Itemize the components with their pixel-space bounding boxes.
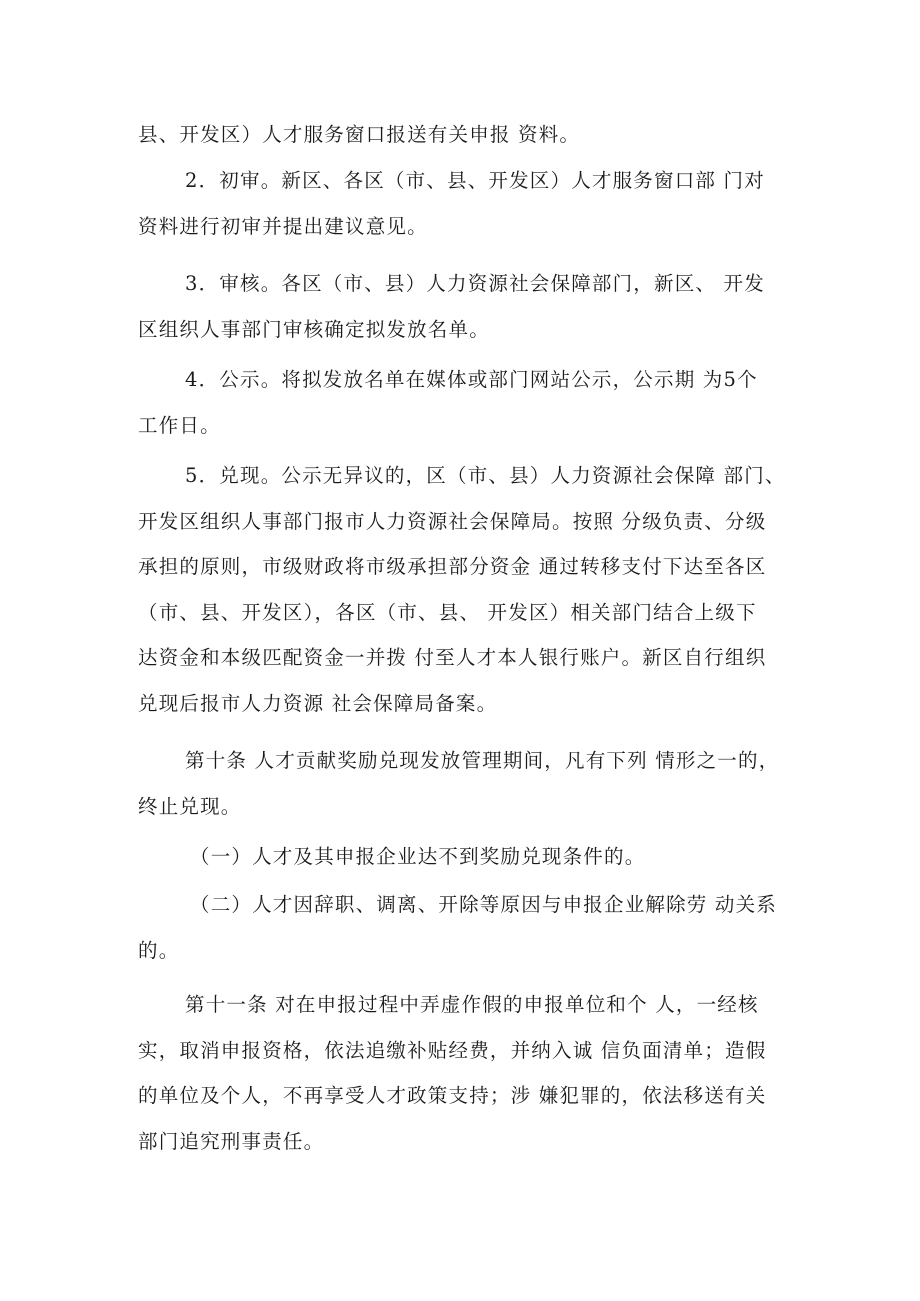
paragraph-article-10 <box>138 738 792 829</box>
text-line: 达资金和本级匹配资金一并拨 付至人才本人银行账户。新区自行组织 <box>138 646 767 669</box>
paragraph-step-5 <box>138 453 792 726</box>
paragraph-continued <box>138 112 792 158</box>
text-line: 5．兑现。公示无异议的，区（市、县）人力资源社会保障 部门、 <box>185 464 786 487</box>
text-line: 2．初审。新区、各区（市、县、开发区）人才服务窗口部 门对 <box>185 169 765 192</box>
text-line: 3．审核。各区（市、县）人力资源社会保障部门，新区、 开发 <box>185 272 765 295</box>
text-line: 4．公示。将拟发放名单在媒体或部门网站公示，公示期 为5个 <box>185 368 758 391</box>
paragraph-step-2 <box>138 158 792 249</box>
text-line: 县、开发区）人才服务窗口报送有关申报 资料。 <box>138 123 581 146</box>
paragraph-article-11 <box>138 982 792 1164</box>
text-line: 第十一条 对在申报过程中弄虚作假的申报单位和个 人，一经核 <box>185 993 759 1016</box>
text-line: （二）人才因辞职、调离、开除等原因与申报企业解除劳 动关系 <box>190 893 777 916</box>
paragraph-article-10-item-1 <box>138 834 792 880</box>
text-line: 实，取消申报资格，依法追缴补贴经费，并纳入诚 信负面清单；造假 <box>138 1038 767 1062</box>
paragraph-step-4 <box>138 357 792 448</box>
text-line: 资料进行初审并提出建议意见。 <box>138 214 428 238</box>
text-line: 的。 <box>138 938 180 962</box>
text-line: 工作日。 <box>138 413 221 437</box>
text-line: 承担的原则，市级财政将市级承担部分资金 通过转移支付下达至各区 <box>138 555 767 578</box>
text-line: 兑现后报市人力资源 社会保障局备案。 <box>138 691 498 715</box>
text-line: 第十条 人才贡献奖励兑现发放管理期间，凡有下列 情形之一的， <box>185 749 780 772</box>
text-line: 部门追究刑事责任。 <box>138 1129 325 1153</box>
text-line: 开发区组织人事部门报市人力资源社会保障局。按照 分级负责、分级 <box>138 509 767 533</box>
text-line: 的单位及个人，不再享受人才政策支持；涉 嫌犯罪的，依法移送有关 <box>138 1084 767 1107</box>
paragraph-article-10-item-2 <box>138 882 792 973</box>
text-line: （市、县、开发区），各区（市、县、 开发区）相关部门结合上级下 <box>138 600 757 624</box>
text-line: （一）人才及其申报企业达不到奖励兑现条件的。 <box>190 845 646 868</box>
paragraph-step-3 <box>138 261 792 352</box>
text-line: 终止兑现。 <box>138 794 242 818</box>
text-line: 区组织人事部门审核确定拟发放名单。 <box>138 317 490 341</box>
